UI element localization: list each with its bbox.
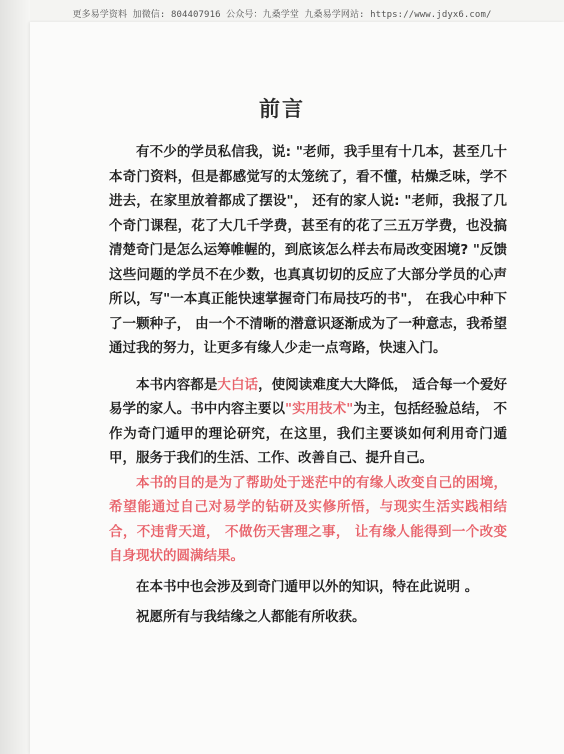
paragraph-5-blessing: 祝愿所有与我结缘之人都能有所收获。 [136, 609, 366, 625]
preface-body [109, 140, 507, 630]
page-title: 前言 [259, 97, 305, 121]
paragraph-4: 在本书中也会涉及到奇门遁甲以外的知识，特在此说明 。 [136, 578, 479, 595]
paragraph-1: 有不少的学员私信我，说: "老师，我手里有十几本，甚至几十本奇门资料，但是都感觉写的太笼统了，看不懂，枯燥乏味，学不进去，在家里放着都成了摆设"， 还有的家人说: "老师，我报了几个奇门课程，花了大几千学费，甚至有的花了三五万学费，也没搞清楚奇门是怎么运筹帷幄的，到底该怎么样去布局改变困境? "反馈这些问题的学员不在少数，也真真切切的反应了大部分学员的心声 所以，写"一本真正能快速掌握奇门布局技巧的书"， 在我心中种下了一颗种子， 由一个不清晰的潜意识逐渐成为了一种意志，我希望通过我的努力，让更多有缘人少走一点弯路，快速入门。 [109, 144, 507, 356]
paragraph-3-purpose: 本书的目的是为了帮助处于迷茫中的有缘人改变自己的困境，希望能通过自己对易学的钻研及实修所悟，与现实生活实践相结合，不违背天道， 不做伤天害理之事， 让有缘人能得到一个改变自身现状的圆满结果。 [109, 474, 507, 564]
watermark-text: 更多易学资料 加微信: 804407916 公众号：九桑学堂 九桑易学网站: https://www.jdyx6.com/ [72, 10, 492, 20]
paragraph-2-text-b: ，使阅读难度大大降低， 适合每一个爱好易学的家人。书中内容主要以 [109, 376, 508, 417]
paragraph-2-text-c: 为主，包括经验总结， 不作为奇门遁甲的理论研究，在这里，我们主要谈如何利用奇门遁甲，服务于我们的生活、工作、改善自己、提升自己。 [109, 401, 507, 466]
highlight-practical-skills: "实用技术" [285, 401, 354, 417]
paragraph-2 [109, 373, 507, 471]
paragraph-2-text-a: 本书内容都是 [136, 376, 218, 393]
highlight-plain-language: 大白话 [217, 376, 259, 393]
